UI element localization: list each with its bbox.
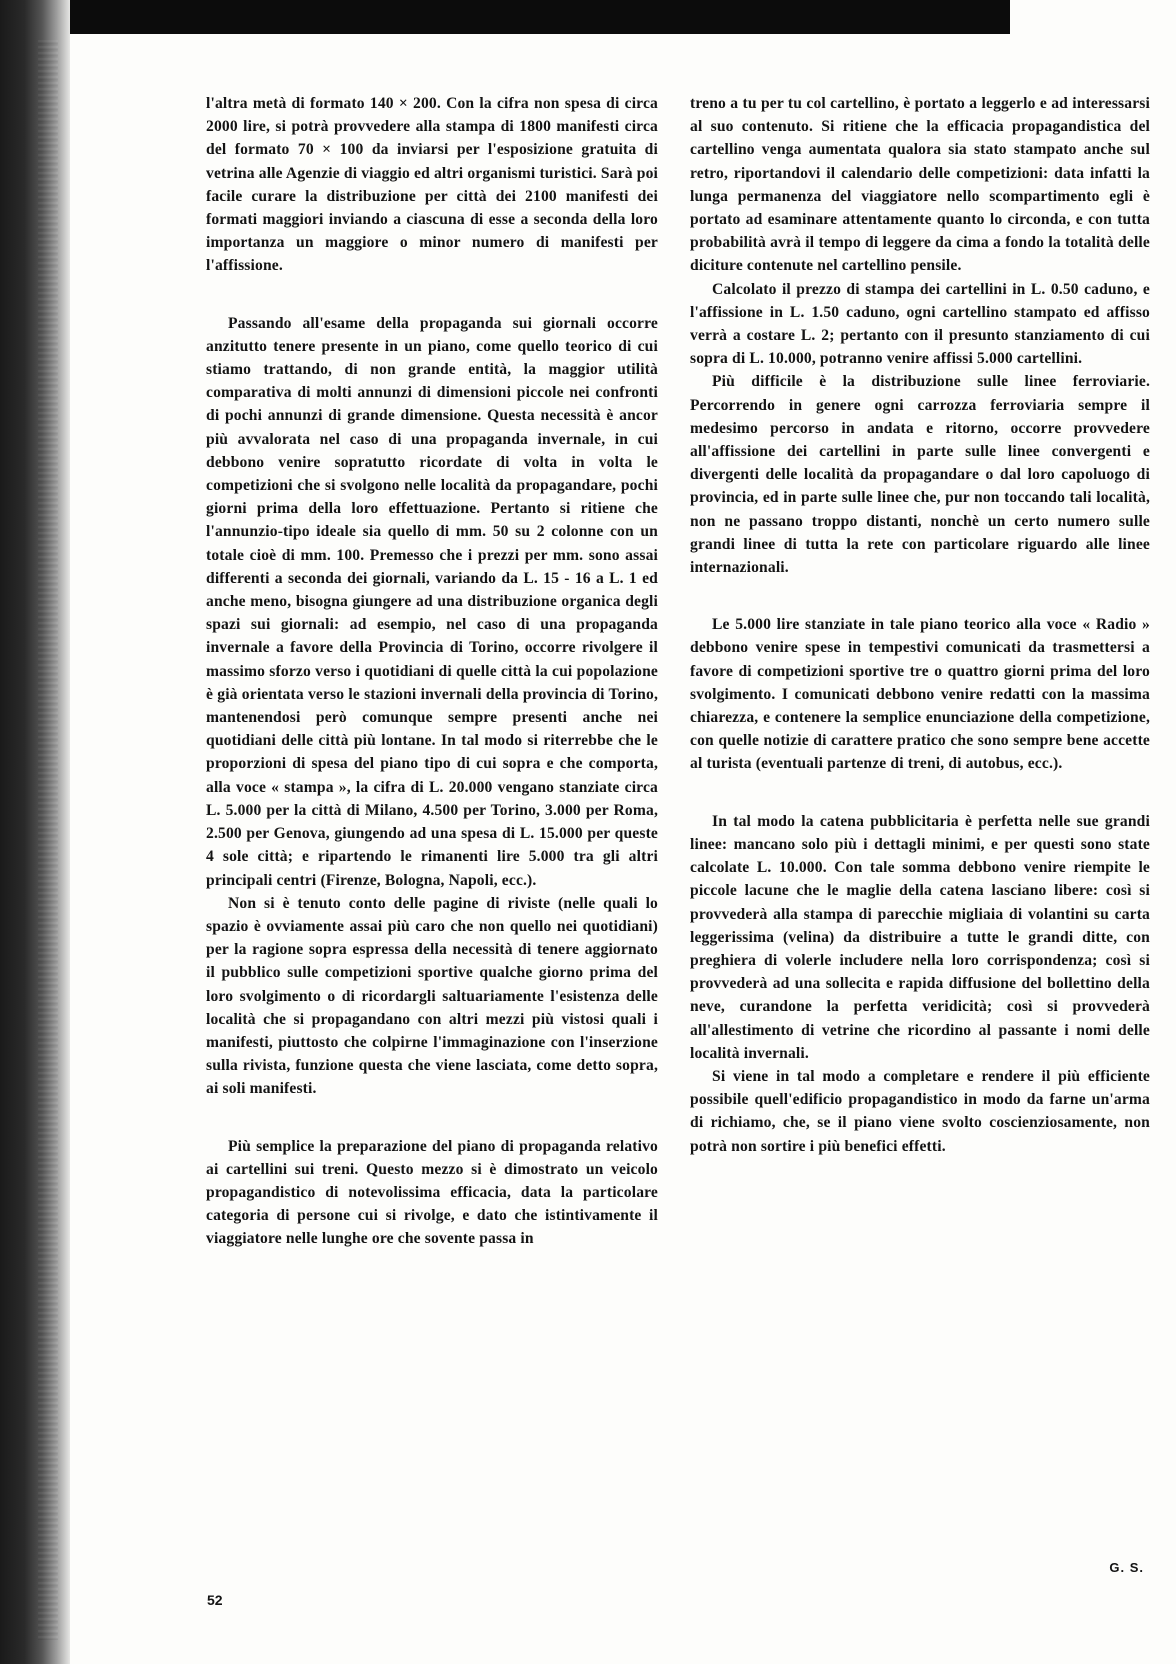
paragraph-conclusione: Si viene in tal modo a completare e rendere il più efficiente possibile quell'edificio propagandistico in modo da farne un'arma di richiamo, che, se il piano viene svolto coscienziosamente, non potrà non sortire i più benefici effetti.	[690, 1067, 1150, 1155]
scan-left-binding-shadow	[0, 0, 70, 1664]
paragraph-catena-pubblicitaria: In tal modo la catena pubblicitaria è perfetta nelle sue grandi linee: mancano solo più i dettagli minimi, e per questi sono state calcolate L. 10.000. Con tale somma debbono venire riempite le piccole lacune che le maglie della catena lasciano libere: così si provvederà alla stampa di parecchie migliaia di volantini su carta leggerissima (velina) da distribuire a tutte le grandi ditte, con preghiera di volerle includere nella loro corrispondenza; così si provvederà ad una sollecita e rapida diffusione del bollettino della neve, curandone la perfetta veridicità; così si provvederà all'allestimento di vetrine che ricordino al passante i nomi delle località invernali.	[690, 812, 1150, 1062]
paragraph-prezzo-cartellini: Calcolato il prezzo di stampa dei cartellini in L. 0.50 caduno, e l'affissione in L. 1.50 caduno, ogni cartellino stampato ed affisso verrà a costare L. 2; pertanto con il presunto stanziamento di cui sopra di L. 10.000, potranno venire affissi 5.000 cartellini.	[690, 280, 1150, 368]
paragraph-cartellini-treni: Più semplice la preparazione del piano di propaganda relativo ai cartellini sui treni. Questo mezzo si è dimostrato un veicolo propagandistico di notevolissima efficacia, data la particolare categoria di persone cui si rivolge, e dato che istintivamente il viaggiatore nelle lunghe ore che sovente passa in	[206, 1137, 658, 1248]
paragraph-cartellino-continuation: treno a tu per tu col cartellino, è portato a leggerlo e ad interessarsi al suo contenuto. Si ritiene che la efficacia propagandistica del cartellino venga aumentata qualora sia stato stampato anche sul retro, riportandovi il calendario delle competizioni: data infatti la lunga permanenza del viaggiatore nello scompartimento egli è portato ad esaminare attentamente quanto lo circonda, e con tutta probabilità avrà il tempo di leggere da cima a fondo la totalità delle diciture contenute nel cartellino pensile.	[690, 95, 1150, 275]
paragraph-manifesti-continuation: l'altra metà di formato 140 × 200. Con la cifra non spesa di circa 2000 lire, si potrà provvedere alla stampa di 1800 manifesti circa del formato 70 × 100 da inviarsi per l'esposizione gratuita di vetrina alle Agenzie di viaggio ed altri organismi turistici. Sarà poi facile curare la distribuzione per città dei 2100 manifesti dei formati maggiori inviando a ciascuna di esse a seconda della loro importanza un maggiore o minor numero di manifesti per l'affissione.	[206, 95, 658, 275]
author-signature: G. S.	[1109, 1560, 1144, 1575]
left-text-column	[206, 92, 658, 1251]
scan-binding-grain	[38, 40, 58, 1640]
paragraph-linee-ferroviarie: Più difficile è la distribuzione sulle linee ferroviarie. Percorrendo in genere ogni carrozza ferroviaria sempre il medesimo percorso in andata e ritorno, occorre provvedere all'affissione dei cartellini in parte sulle linee convergenti e divergenti delle località da propagandare o dal loro capoluogo di provincia, ed in parte sulle linee che, pur non toccando tali località, non ne passano troppo distanti, nonchè un certo numero sulle grandi linee di tutta la rete con particolare riguardo alle linee internazionali.	[690, 373, 1150, 577]
paragraph-radio: Le 5.000 lire stanziate in tale piano teorico alla voce « Radio » debbono venire spese in tempestivi comunicati da trasmettersi a favore di competizioni sportive tre o quattro giorni prima del loro svolgimento. I comunicati debbono venire redatti con la massima chiarezza, e contenere la semplice enunciazione della competizione, con quelle notizie di carattere pratico che sono sempre bene accette al turista (eventuali partenze di treni, di autobus, ecc.).	[690, 616, 1150, 773]
scan-top-border	[0, 0, 1010, 34]
paragraph-giornali: Passando all'esame della propaganda sui giornali occorre anzitutto tenere presente in un piano, come quello teorico di cui stiamo trattando, di non grande entità, la maggior utilità comparativa di molti annunzi di dimensioni piccole nei confronti di pochi annunzi di grande dimensione. Questa necessità è ancor più avvalorata nel caso di una propaganda invernale, in cui debbono venire sopratutto ricordate di volta in volta le competizioni che si svolgono nelle località da propagandare, pochi giorni prima della loro effettuazione. Pertanto si ritiene che l'annunzio-tipo ideale sia quello di mm. 50 su 2 colonne con un totale cioè di mm. 100. Premesso che i prezzi per mm. sono assai differenti a seconda dei giornali, variando da L. 15 - 16 a L. 1 ed anche meno, bisogna giungere ad una distribuzione organica degli spazi sui giornali: ad esempio, nel caso di una propaganda invernale a favore della Provincia di Torino, occorre rivolgere il massimo sforzo verso i quotidiani di quelle città la cui popolazione è già orientata verso le stazioni invernali della provincia di Torino, mantenendosi però comunque sempre presenti anche nei quotidiani delle città più lontane. In tal modo si riterrebbe che le proporzioni di spesa del piano tipo di cui sopra e che comporta, alla voce « stampa », la cifra di L. 20.000 vengano stanziate circa L. 5.000 per la città di Milano, 4.500 per Torino, 3.000 per Roma, 2.500 per Genova, giungendo ad una spesa di L. 15.000 per queste 4 sole città; e ripartendo le rimanenti lire 5.000 tra gli altri principali centri (Firenze, Bologna, Napoli, ecc.).	[206, 314, 658, 889]
paragraph-riviste: Non si è tenuto conto delle pagine di riviste (nelle quali lo spazio è ovviamente assai più caro che non quello nei quotidiani) per la ragione sopra espressa della necessità di tenere aggiornato il pubblico sulle competizioni sportive qualche giorno prima del loro svolgimento o di ricordargli saltuariamente l'esistenza delle località che si propagandano con altri mezzi più vistosi quali i manifesti, piuttosto che colpirne l'immaginazione con l'inserzione sulla rivista, funzione questa che viene lasciata, come detto sopra, ai soli manifesti.	[206, 894, 658, 1098]
right-text-column	[690, 92, 1150, 1158]
page-number: 52	[207, 1592, 223, 1608]
